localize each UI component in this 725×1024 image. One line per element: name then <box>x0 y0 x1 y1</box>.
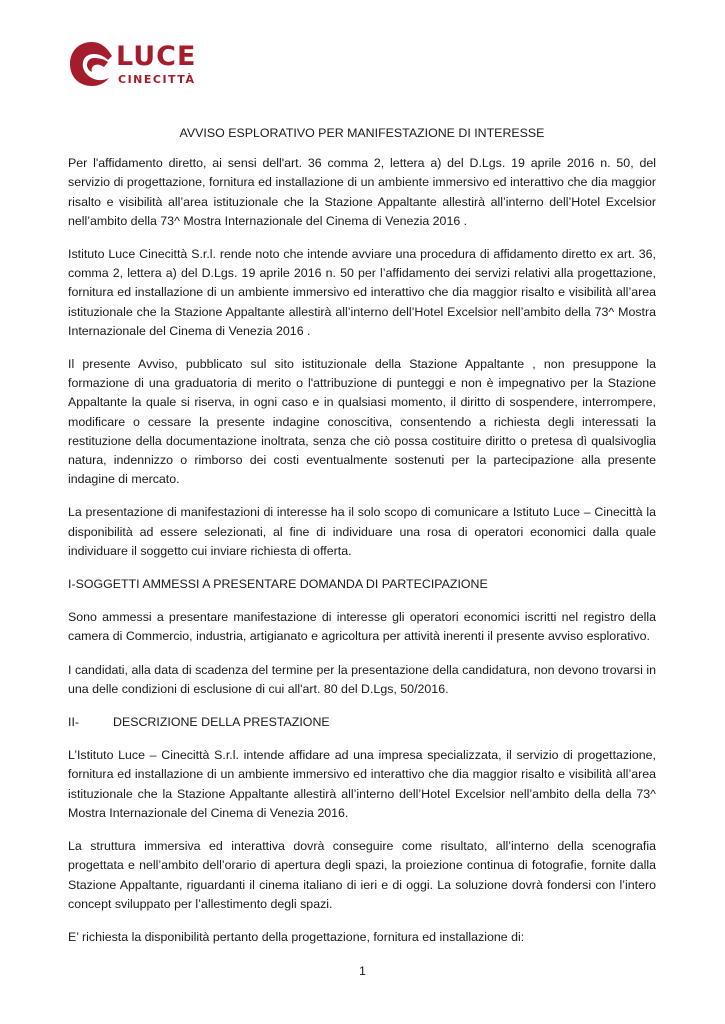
logo-subtitle: CINECITTÀ <box>118 73 196 86</box>
paragraph-1: Per l'affidamento diretto, ai sensi dell'art. 36 comma 2, lettera a) del D.Lgs. 19 aprile 2016 n. 50, del servizio di progettazione, fornitura ed installazione di un ambiente immersivo ed interattivo che dia maggior risalto e visibilità all’area istituzionale che la Stazione Appaltante allestirà all’interno dell’Hotel Excelsior nell’ambito della 73^ Mostra Internazionale del Cinema di Venezia 2016 . <box>68 156 656 228</box>
page-number: 1 <box>359 964 366 978</box>
section-heading-1: I-SOGGETTI AMMESSI A PRESENTARE DOMANDA DI PARTECIPAZIONE <box>68 577 488 592</box>
logo-wordmark: LUCE <box>116 41 197 72</box>
paragraph-4: La presentazione di manifestazioni di interesse ha il solo scopo di comunicare a Istituto Luce – Cinecittà la disponibilità ad essere selezionati, al fine di individuare una rosa di operatori economici dalla quale individuare il soggetto cui inviare richiesta di offerta. <box>68 505 656 558</box>
paragraph-2: Istituto Luce Cinecittà S.r.l. rende noto che intende avviare una procedura di affidamento diretto ex art. 36, comma 2, lettera a) del D.Lgs. 19 aprile 2016 n. 50 per l’affidamento dei servizi relativi alla progettazione, fornitura ed installazione di un ambiente immersivo ed interattivo che dia maggior risalto e visibilità all’area istituzionale che la Stazione Appaltante allestirà all’interno dell’Hotel Excelsior nell’ambito della 73^ Mostra Internazionale del Cinema di Venezia 2016 . <box>68 247 656 338</box>
document-body <box>68 124 656 961</box>
paragraph-5: Sono ammessi a presentare manifestazione di interesse gli operatori economici iscritti nel registro della camera di Commercio, industria, artigianato e agricoltura per attività inerenti il presente avviso esplorativo. <box>68 610 656 644</box>
document-title: AVVISO ESPLORATIVO PER MANIFESTAZIONE DI INTERESSE <box>179 126 545 140</box>
paragraph-7: L’Istituto Luce – Cinecittà S.r.l. intende affidare ad una impresa specializzata, il servizio di progettazione, fornitura ed installazione di un ambiente immersivo ed interattivo che dia maggior risalto e visibilità all’area istituzionale che la Stazione Appaltante allestirà all’interno dell’Hotel Excelsior nell’ambito della della 73^ Mostra Internazionale del Cinema di Venezia 2016. <box>68 748 656 820</box>
section-title: DESCRIZIONE DELLA PRESTAZIONE <box>113 715 330 730</box>
paragraph-6: I candidati, alla data di scadenza del termine per la presentazione della candidatura, non devono trovarsi in una delle condizioni di esclusione di cui all'art. 80 del D.Lgs, 50/2016. <box>68 662 656 696</box>
section-heading-2 <box>68 713 656 732</box>
section-number: II- <box>68 715 80 730</box>
paragraph-9: E’ richiesta la disponibilità pertanto della progettazione, fornitura ed installazione di: <box>68 929 525 944</box>
eagle-head-icon <box>68 40 114 88</box>
paragraph-3: Il presente Avviso, pubblicato sul sito istituzionale della Stazione Appaltante , non presuppone la formazione di una graduatoria di merito o l'attribuzione di punteggi e non è impegnativo per la Stazione Appaltante la quale si riserva, in ogni caso e in qualsiasi momento, il diritto di sospendere, interrompere, modificare o cessare la presente indagine conoscitiva, consentendo a richiesta degli interessati la restituzione della documentazione inoltrata, senza che ciò possa costituire diritto o pretesa dì qualsivoglia natura, indennizzo o rimborso dei costi eventualmente sostenuti per la partecipazione alla presente indagine di mercato. <box>68 357 656 487</box>
luce-cinecitta-logo <box>68 40 198 92</box>
paragraph-8: La struttura immersiva ed interattiva dovrà conseguire come risultato, all’interno della scenografia progettata e nell’ambito dell’orario di apertura degli spazi, la proiezione continua di fotografie, fornite dalla Stazione Appaltante, riguardanti il cinema italiano di ieri e di oggi. La soluzione dovrà fondersi con l’intero concept sviluppato per l’allestimento degli spazi. <box>68 839 656 911</box>
